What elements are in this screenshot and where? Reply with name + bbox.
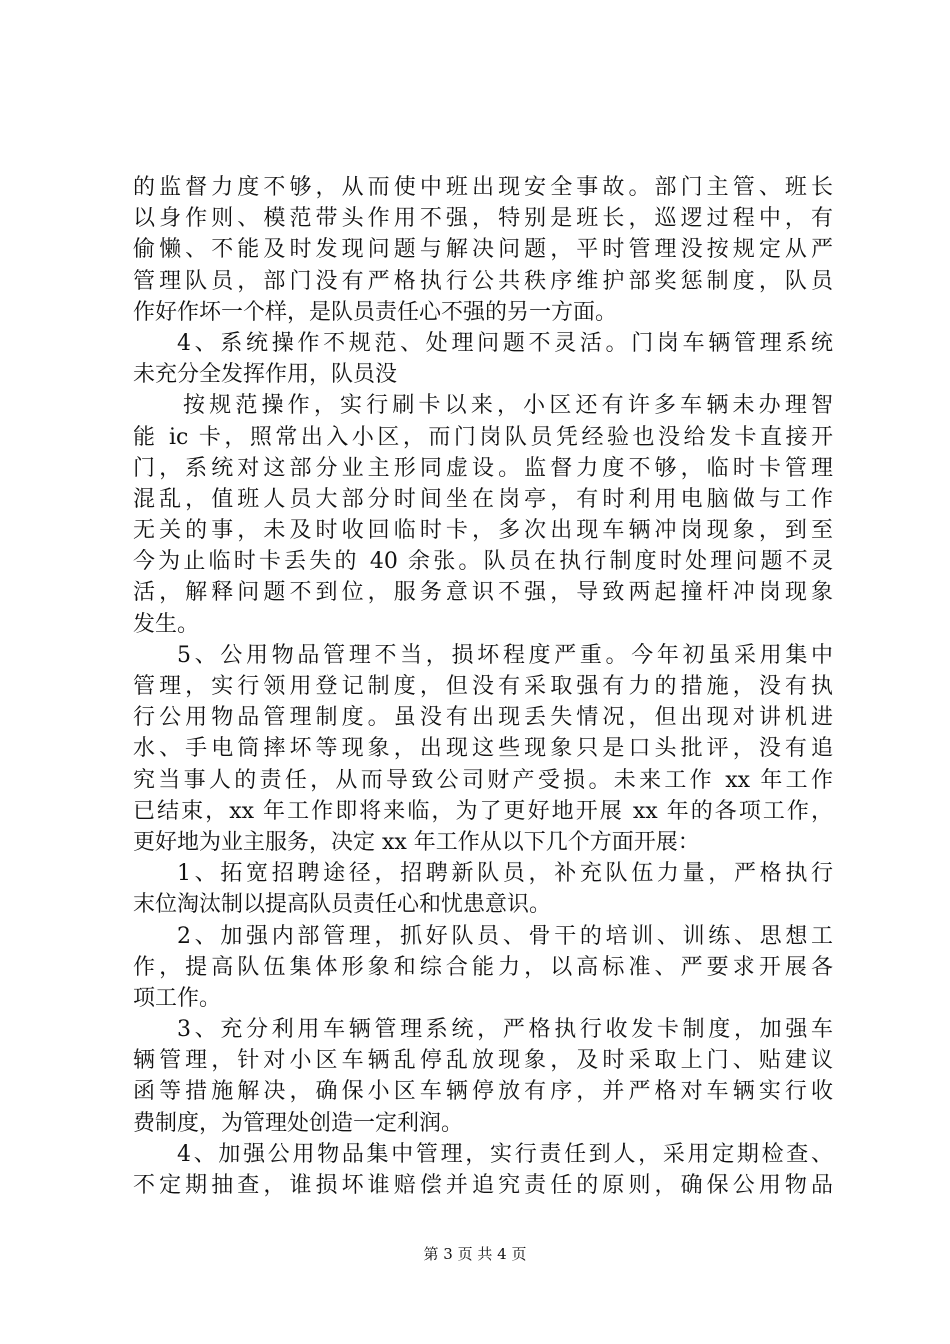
document-body [133, 172, 833, 1201]
text-line: 今为止临时卡丢失的 40 余张。队员在执行制度时处理问题不灵 [133, 549, 833, 575]
text-line: 管理队员，部门没有严格执行公共秩序维护部奖惩制度，队员 [133, 268, 833, 294]
text-line: 门，系统对这部分业主形同虚设。监督力度不够，临时卡管理 [133, 455, 833, 481]
text-line: 行公用物品管理制度。虽没有出现丢失情况，但出现对讲机进 [133, 705, 833, 731]
text-line: 以身作则、模范带头作用不强，特别是班长，巡逻过程中，有 [133, 206, 833, 232]
page-number-footer: 第 3 页 共 4 页 [423, 1245, 527, 1263]
text-line: 未充分全发挥作用，队员没 [133, 362, 398, 388]
text-line: 的监督力度不够，从而使中班出现安全事故。部门主管、班长 [133, 175, 833, 200]
text-line: 活，解释问题不到位，服务意识不强，导致两起撞杆冲岗现象 [133, 580, 833, 606]
text-line: 3、充分利用车辆管理系统，严格执行收发卡制度，加强车 [177, 1017, 833, 1043]
text-line: 费制度，为管理处创造一定利润。 [133, 1110, 464, 1136]
text-line: 1、拓宽招聘途径，招聘新队员，补充队伍力量，严格执行 [177, 861, 833, 887]
text-line: 能 ic 卡，照常出入小区，而门岗队员凭经验也没给发卡直接开 [133, 424, 833, 450]
text-line: 究当事人的责任，从而导致公司财产受损。未来工作 xx 年工作 [133, 767, 833, 793]
text-line: 4、加强公用物品集中管理，实行责任到人，采用定期检查、 [177, 1141, 833, 1167]
text-line: 4、系统操作不规范、处理问题不灵活。门岗车辆管理系统 [177, 330, 833, 356]
text-line: 水、手电筒摔坏等现象，出现这些现象只是口头批评，没有追 [133, 736, 833, 762]
text-line: 更好地为业主服务，决定 xx 年工作从以下几个方面开展： [133, 829, 700, 855]
text-line: 2、加强内部管理，抓好队员、骨干的培训、训练、思想工 [177, 923, 833, 949]
text-line: 按规范操作，实行刷卡以来，小区还有许多车辆未办理智 [183, 393, 833, 419]
text-line: 混乱，值班人员大部分时间坐在岗亭，有时利用电脑做与工作 [133, 486, 833, 512]
text-line: 5、公用物品管理不当，损坏程度严重。今年初虽采用集中 [177, 642, 833, 668]
text-line: 管理，实行领用登记制度，但没有采取强有力的措施，没有执 [133, 674, 833, 699]
text-line: 项工作。 [133, 985, 222, 1011]
text-line: 不定期抽查，谁损坏谁赔偿并追究责任的原则，确保公用物品 [133, 1173, 833, 1198]
text-line: 作好作坏一个样，是队员责任心不强的另一方面。 [133, 299, 618, 325]
text-line: 函等措施解决，确保小区车辆停放有序，并严格对车辆实行收 [133, 1079, 833, 1105]
text-line: 无关的事，未及时收回临时卡，多次出现车辆冲岗现象，到至 [133, 518, 833, 544]
text-line: 末位淘汰制以提高队员责任心和忧患意识。 [133, 892, 552, 918]
text-line: 作，提高队伍集体形象和综合能力，以高标准、严要求开展各 [133, 954, 833, 980]
text-line: 偷懒、不能及时发现问题与解决问题，平时管理没按规定从严 [133, 237, 833, 263]
text-line: 发生。 [133, 611, 200, 637]
text-line: 已结束，xx 年工作即将来临，为了更好地开展 xx 年的各项工作， [133, 798, 833, 824]
text-line: 辆管理，针对小区车辆乱停乱放现象，及时采取上门、贴建议 [133, 1048, 833, 1074]
